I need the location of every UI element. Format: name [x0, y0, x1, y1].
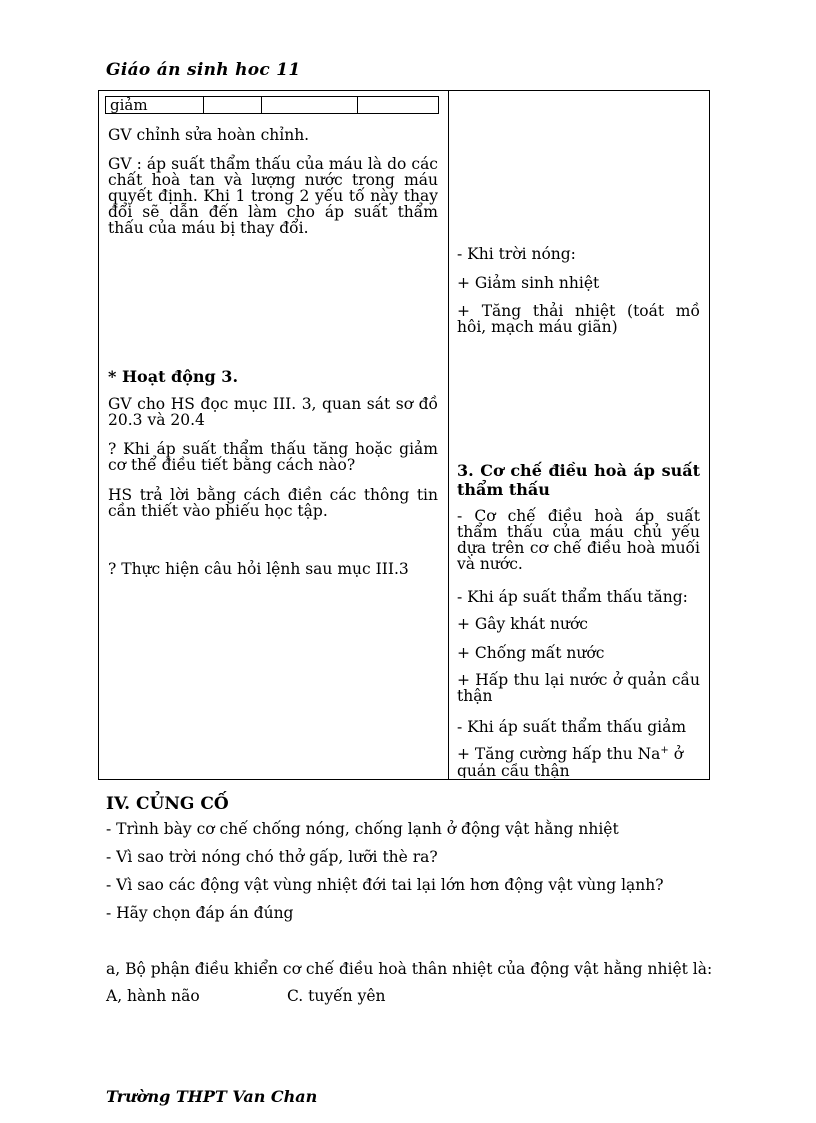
mini-table-cell: giảm	[110, 96, 148, 114]
reabsorb-na-prefix: + Tăng cường hấp thu Na	[457, 745, 661, 763]
mini-table-divider	[357, 96, 358, 114]
when-decrease-label: - Khi áp suất thẩm thấu giảm	[457, 718, 687, 736]
increase-loss-item: + Tăng thải nhiệt (toát mồ hôi, mạch máu giãn)	[457, 302, 700, 336]
reabsorb-water-item: + Hấp thu lại nước ở quản cầu thận	[457, 671, 700, 705]
thirst-item: + Gây khát nước	[457, 615, 588, 633]
option-a: A, hành não	[106, 987, 200, 1005]
page-header-title: Giáo án sinh hoc 11	[106, 60, 301, 80]
anti-loss-item: + Chống mất nước	[457, 644, 605, 662]
consolidation-item: - Vì sao trời nóng chó thở gấp, lưỡi thè ra?	[106, 848, 438, 866]
consolidation-item: - Trình bày cơ chế chống nóng, chống lạnh ở động vật hằng nhiệt	[106, 820, 619, 838]
gv-explain-paragraph: GV : áp suất thẩm thấu của máu là do các chất hoà tan và lượng nước trong máu quyết định. Khi 1 trong 2 yếu tố này thay đổi sẽ dẫn đến làm cho áp suất thẩm thấu của máu bị thay đổi.	[108, 155, 438, 237]
sodium-charge: +	[660, 744, 669, 756]
consolidation-item: - Vì sao các động vật vùng nhiệt đới tai lại lớn hơn động vật vùng lạnh?	[106, 876, 664, 894]
mini-table-divider	[261, 96, 262, 114]
activity3-heading: * Hoạt động 3.	[108, 367, 239, 386]
section3-title: 3. Cơ chế điều hoà áp suất thẩm thấu	[457, 461, 700, 499]
mini-table-divider	[203, 96, 204, 114]
activity3-text: GV cho HS đọc mục III. 3, quan sát sơ đồ 20.3 và 20.4	[108, 395, 438, 429]
when-increase-label: - Khi áp suất thẩm thấu tăng:	[457, 588, 688, 606]
table-column-divider	[448, 90, 449, 780]
mechanism-paragraph: - Cơ chế điều hoà áp suất thẩm thấu của máu chủ yếu dựa trên cơ chế điều hoà muối và nước.	[457, 507, 700, 573]
question-a: a, Bộ phận điều khiển cơ chế điều hoà thân nhiệt của động vật hằng nhiệt là:	[106, 960, 713, 978]
reduce-heat-item: + Giảm sinh nhiệt	[457, 274, 600, 292]
reabsorb-na-line2: quản cầu thận	[457, 763, 570, 778]
hot-weather-label: - Khi trời nóng:	[457, 245, 576, 263]
reabsorb-na-item	[457, 746, 683, 763]
question-1: ? Khi áp suất thẩm thấu tăng hoặc giảm cơ thể điều tiết bằng cách nào?	[108, 440, 438, 474]
mini-table	[105, 96, 439, 114]
gv-correct-text: GV chỉnh sửa hoàn chỉnh.	[108, 126, 310, 144]
question-2: ? Thực hiện câu hỏi lệnh sau mục III.3	[108, 560, 409, 578]
page-footer: Trường THPT Van Chan	[106, 1087, 318, 1106]
option-c: C. tuyến yên	[287, 987, 386, 1005]
hs-answer: HS trả lời bằng cách điền các thông tin cần thiết vào phiếu học tập.	[108, 486, 438, 520]
consolidation-item: - Hãy chọn đáp án đúng	[106, 904, 294, 922]
consolidation-title: IV. CỦNG CỐ	[106, 794, 229, 814]
reabsorb-na-suffix: ở	[668, 745, 684, 763]
